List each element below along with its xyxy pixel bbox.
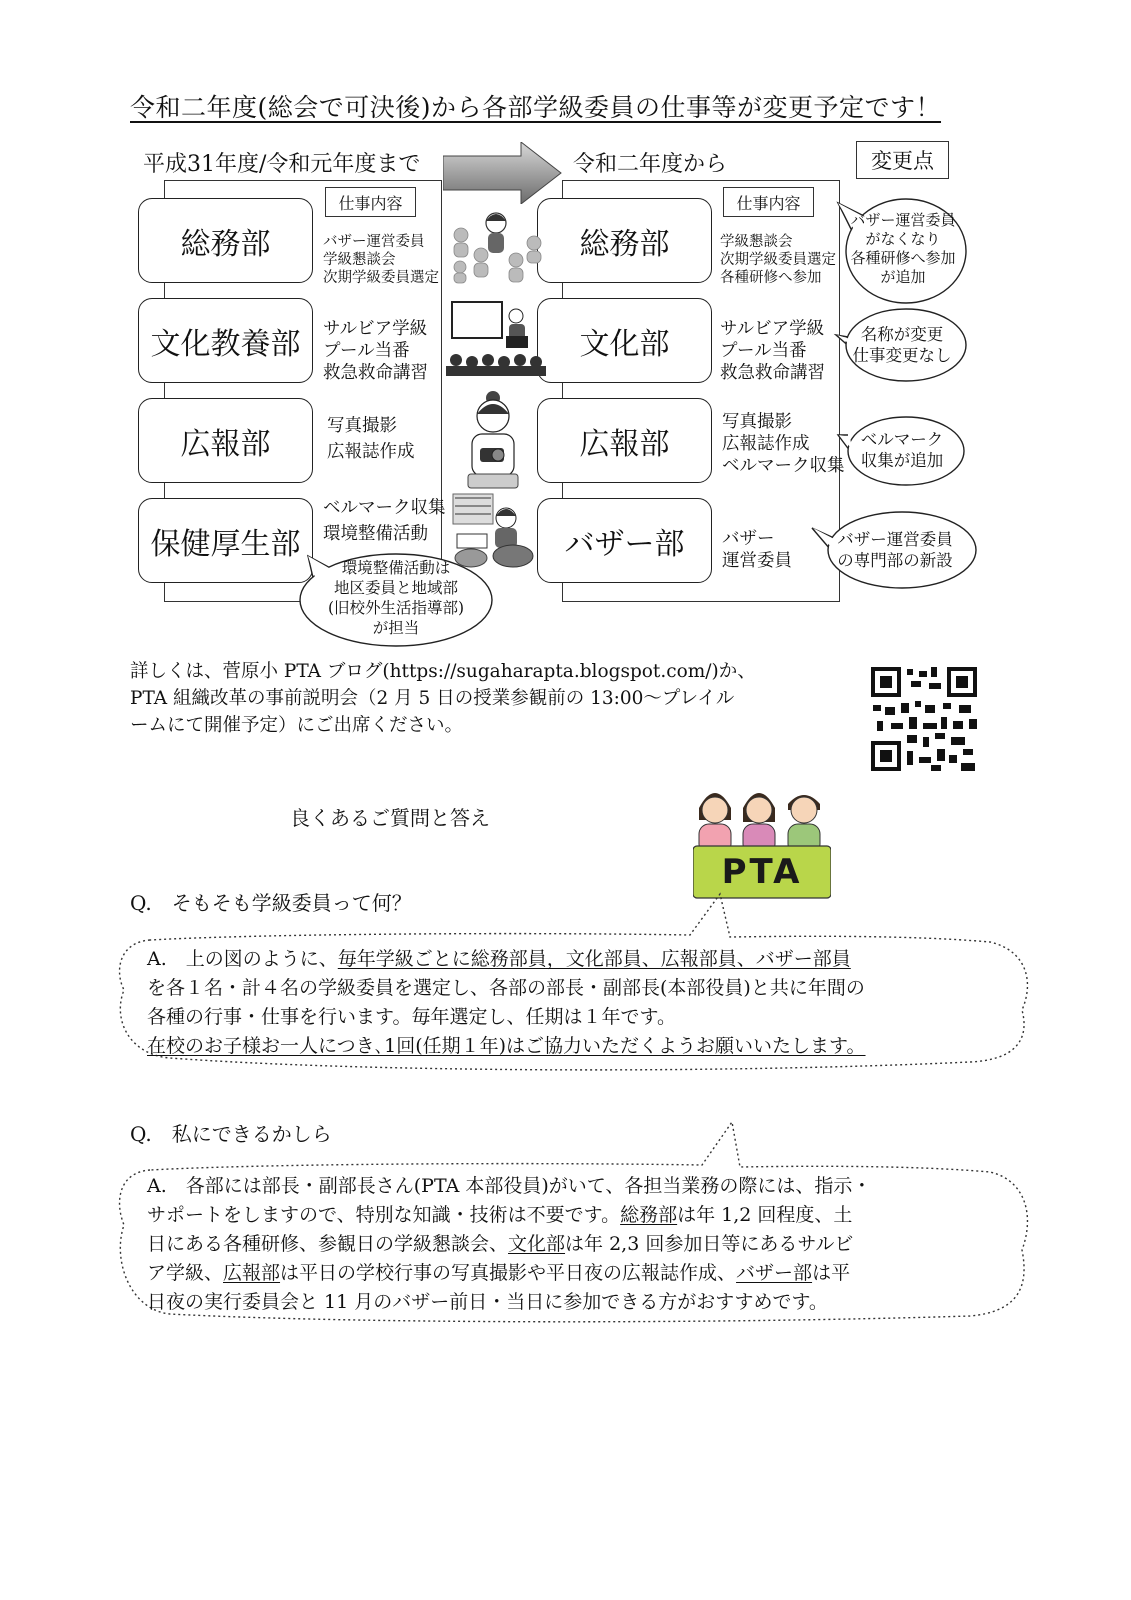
answer-1-line-1: A. 上の図のように、毎年学級ごとに総務部員，文化部員、広報部員、バザー部員: [147, 948, 851, 970]
answer-2-line-1: A. 各部には部長・副部長さん(PTA 本部役員)がいて、各担当業務の際には、指示・: [147, 1175, 872, 1197]
old-dept-somu: 総務部: [138, 198, 313, 283]
change-text-koho: ベルマーク 収集が追加: [860, 430, 944, 470]
new-dept-bunka: 文化部: [537, 298, 712, 383]
new-dept-somu-duties: 学級懇談会 次期学級委員選定 各種研修へ参加: [720, 234, 836, 286]
answer-1-line-4: 在校のお子様お一人につき､1回(任期１年)はご協力いただくようお願いいたします。: [147, 1035, 866, 1057]
answer-2-line-4: ア学級、広報部は平日の学校行事の写真撮影や平日夜の広報誌作成、バザー部は平: [147, 1262, 851, 1284]
info-line-2: PTA 組織改革の事前説明会（2 月 5 日の授業参観前の 13:00～プレイル: [130, 688, 735, 709]
changes-label: 変更点: [856, 141, 949, 179]
qr-code-icon[interactable]: [871, 667, 977, 771]
new-dept-koho: 広報部: [537, 398, 712, 483]
info-line-3: ームにて開催予定）にご出席ください。: [130, 715, 464, 736]
faq-heading: 良くあるご質問と答え: [290, 806, 490, 830]
old-dept-koho: 広報部: [138, 398, 313, 483]
answer-2-line-5: 日夜の実行委員会と 11 月のバザー前日・当日に参加できる方がおすすめです。: [147, 1291, 828, 1313]
change-bubble-koho: [838, 413, 966, 487]
new-dept-bazaar: バザー部: [537, 498, 712, 583]
change-bubble-bazaar: [812, 508, 978, 592]
change-text-somu: バザー運営委員 がなくなり 各種研修へ参加 が追加: [850, 211, 956, 286]
answer-2-line-3: 日にある各種研修、参観日の学級懇談会、文化部は年 2,3 回参加日等にあるサルビ: [147, 1233, 854, 1255]
right-column-header: 令和二年度から: [573, 152, 728, 177]
old-dept-koho-duties: 写真撮影 広報誌作成: [327, 416, 415, 462]
answer-2-line-2: サポートをしますので、特別な知識・技術は不要です。総務部は年 1,2 回程度、土: [147, 1204, 853, 1226]
meeting-group-icon: [446, 205, 546, 285]
env-activity-bubble: [298, 548, 494, 648]
old-dept-hoken-kosei: 保健厚生部: [138, 498, 313, 583]
old-dept-bunka-kyoyo-duties: サルビア学級 プール当番 救急救命講習: [323, 319, 428, 383]
env-activity-text: 環境整備活動は 地区委員と地域部 (旧校外生活指導部) が担当: [327, 559, 465, 637]
pta-sign-text: PTA: [721, 852, 803, 892]
lecture-presentation-icon: [446, 298, 546, 376]
answer-1-line-3: 各種の行事・仕事を行います。毎年選定し、任期は１年です。: [147, 1006, 676, 1028]
old-duty-tag: 仕事内容: [325, 187, 416, 217]
new-dept-koho-duties: 写真撮影 広報誌作成 ベルマーク収集: [722, 412, 845, 476]
left-column-header: 平成31年度/令和元年度まで: [143, 152, 421, 177]
old-dept-hoken-kosei-duties: ベルマーク収集 環境整備活動: [323, 498, 446, 544]
new-duty-tag: 仕事内容: [723, 187, 814, 217]
new-dept-bunka-duties: サルビア学級 プール当番 救急救命講習: [720, 319, 825, 383]
answer-1-line-2: を各１名・計４名の学級委員を選定し、各部の部長・副部長(本部役員)と共に年間の: [147, 977, 865, 999]
change-text-bazaar: バザー運営委員 の専門部の新設: [837, 530, 953, 570]
new-dept-bazaar-duties: バザー 運営委員: [722, 529, 792, 571]
info-line-1: 詳しくは、菅原小 PTA ブログ(https://sugaharapta.blogspot.com/)か、: [130, 661, 756, 682]
change-text-bunka: 名称が変更 仕事変更なし: [852, 325, 952, 365]
old-dept-somu-duties: バザー運営委員 学級懇談会 次期学級委員選定: [323, 234, 439, 286]
change-bubble-bunka: [836, 305, 968, 385]
transition-arrow-icon: [443, 142, 563, 204]
change-bubble-somu: [838, 193, 968, 305]
camera-photographer-icon: [458, 390, 528, 490]
new-dept-somu: 総務部: [537, 198, 712, 283]
page-title: 令和二年度(総会で可決後)から各部学級委員の仕事等が変更予定です！: [130, 93, 942, 122]
question-2: Q. 私にできるかしら: [130, 1122, 332, 1146]
old-dept-bunka-kyoyo: 文化教養部: [138, 298, 313, 383]
question-1: Q. そもそも学級委員って何？: [130, 891, 412, 915]
